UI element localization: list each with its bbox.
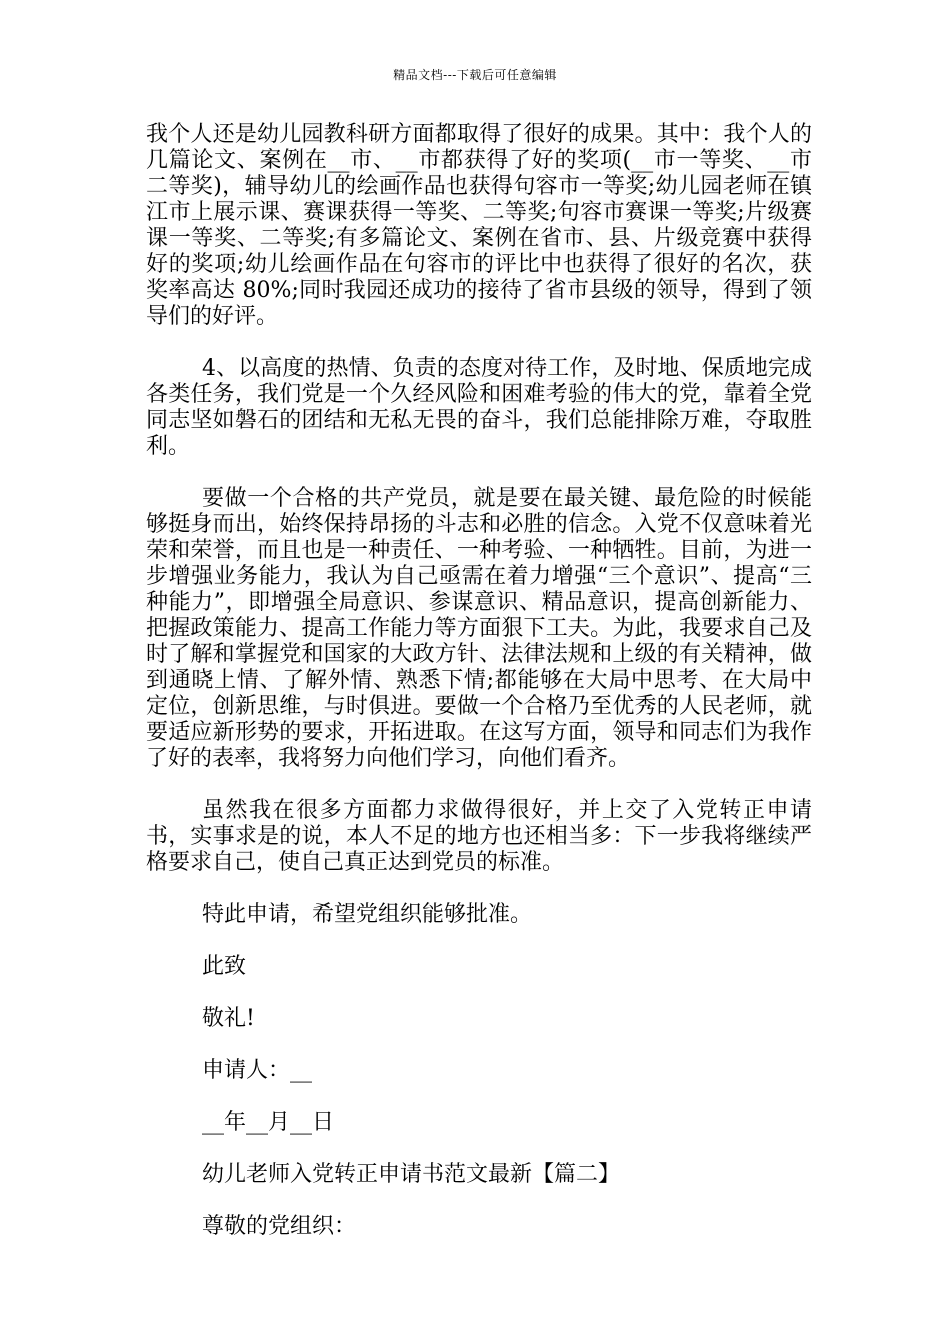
paragraph-qualified-member: 要做一个合格的共产党员，就是要在最关键、最危险的时候能够挺身而出，始终保持昂扬的斗志和必胜的信念。入党不仅意味着光荣和荣誉，而且也是一种责任、一种考验、一种牺牲。目前，为进一步增强业务能力，我认为自己亟需在着力增强“三个意识”、提高“三种能力”，即增强全局意识、参谋意识、精品意识，提高创新能力、把握政策能力、提高工作能力等方面狠下工夫。为此，我要求自己及时了解和掌握党和国家的大政方针、法律法规和上级的有关精神，做到通晓上情、了解外情、熟悉下情;都能够在大局中思考、在大局中定位，创新思维，与时俱进。要做一个合格乃至优秀的人民老师，就要适应新形势的要求，开拓进取。在这写方面，领导和同志们为我作了好的表率，我将努力向他们学习，向他们看齐。: [146, 486, 812, 771]
closing-request: 特此申请，希望党组织能够批准。: [202, 902, 533, 927]
page-header: 精品文档---下载后可任意编辑: [393, 68, 557, 82]
applicant-signature: 申请人：__: [202, 1058, 313, 1083]
document-body: [146, 122, 812, 1240]
closing-salutation-1: 此致: [202, 954, 247, 979]
next-section-title: 幼儿老师入党转正申请书范文最新【篇二】: [202, 1162, 621, 1187]
date-line: __年__月__日: [202, 1110, 335, 1135]
closing-salutation-2: 敬礼!: [202, 1006, 255, 1031]
next-greeting: 尊敬的党组织：: [202, 1214, 357, 1239]
paragraph-achievements: 我个人还是幼儿园教科研方面都取得了很好的成果。其中：我个人的几篇论文、案例在__市、__市都获得了好的奖项(__市一等奖、__市二等奖)，辅导幼儿的绘画作品也获得句容市一等奖;幼儿园老师在镇江市上展示课、赛课获得一等奖、二等奖;句容市赛课一等奖;片级赛课一等奖、二等奖;有多篇论文、案例在省市、县、片级竞赛中获得好的奖项;幼儿绘画作品在句容市的评比中也获得了很好的名次，获奖率高达 80%;同时我园还成功的接待了省市县级的领导，得到了领导们的好评。: [146, 122, 812, 329]
paragraph-shortcomings: 虽然我在很多方面都力求做得很好，并上交了入党转正申请书，实事求是的说，本人不足的地方也还相当多：下一步我将继续严格要求自己，使自己真正达到党员的标准。: [146, 798, 812, 875]
paragraph-enthusiasm: 4、以高度的热情、负责的态度对待工作，及时地、保质地完成各类任务，我们党是一个久经风险和困难考验的伟大的党，靠着全党同志坚如磐石的团结和无私无畏的奋斗，我们总能排除万难，夺取胜利。: [146, 356, 812, 459]
